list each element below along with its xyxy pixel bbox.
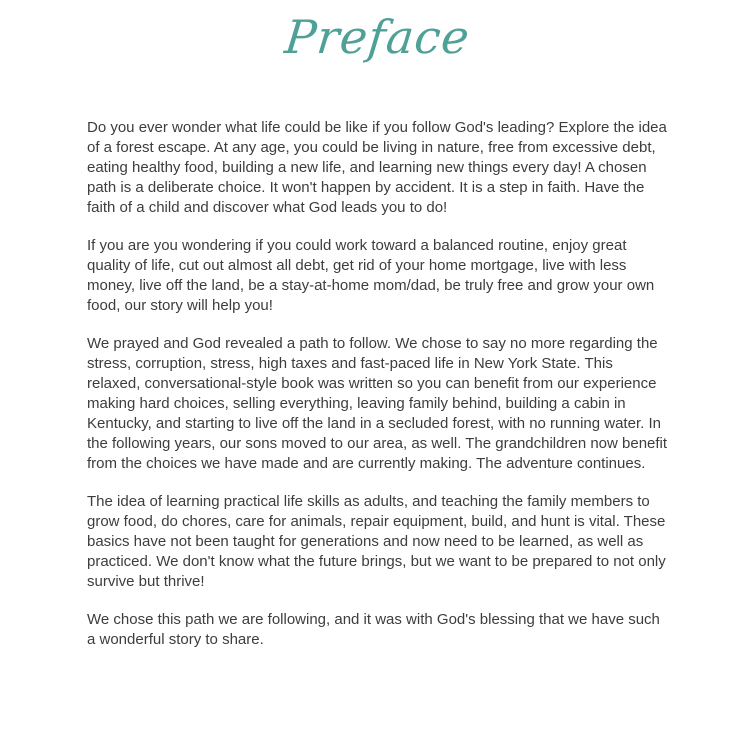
preface-paragraph-2: If you are you wondering if you could work toward a balanced routine, enjoy great quality of life, cut out almost all debt, get rid of your home mortgage, live with less money, live off the land, be a stay-at-home mom/dad, be truly free and grow your own food, our story will help you!	[87, 237, 655, 314]
preface-body	[87, 118, 668, 650]
preface-paragraph-4: The idea of learning practical life skills as adults, and teaching the family members to grow food, do chores, care for animals, repair equipment, build, and hunt is vital. These basics have not been taught for generations and now need to be learned, as well as practiced. We don't know what the future brings, but we want to be prepared to not only survive but thrive!	[87, 493, 666, 590]
preface-paragraph-5: We chose this path we are following, and it was with God's blessing that we have such a wonderful story to share.	[87, 611, 660, 648]
page-title: Preface	[282, 10, 473, 64]
preface-paragraph-3: We prayed and God revealed a path to follow. We chose to say no more regarding the stress, corruption, stress, high taxes and fast-paced life in New York State. This relaxed, conversational-style book was written so you can benefit from our experience making hard choices, selling everything, leaving family behind, building a cabin in Kentucky, and starting to live off the land in a secluded forest, with no running water. In the following years, our sons moved to our area, as well. The grandchildren now benefit from the choices we have made and are currently making. The adventure continues.	[87, 335, 668, 472]
preface-paragraph-1: Do you ever wonder what life could be like if you follow God's leading? Explore the idea of a forest escape. At any age, you could be living in nature, free from excessive debt, eating healthy food, building a new life, and learning new things every day! A chosen path is a deliberate choice. It won't happen by accident. It is a step in faith. Have the faith of a child and discover what God leads you to do!	[87, 119, 667, 216]
